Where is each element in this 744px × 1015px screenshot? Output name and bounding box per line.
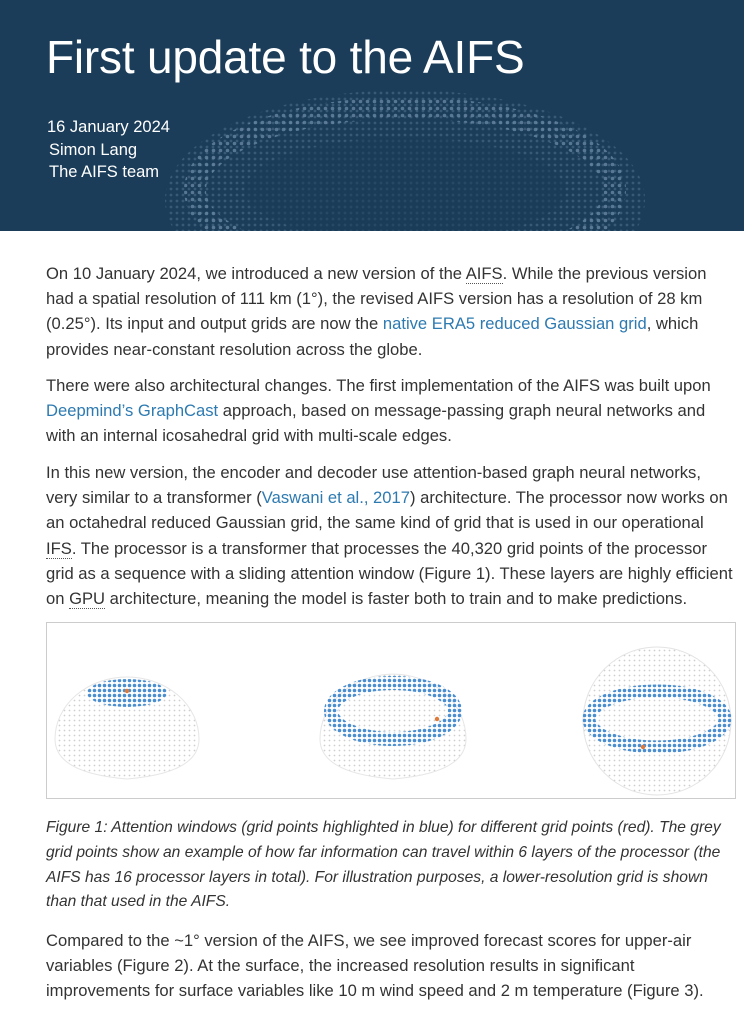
team-name: The AIFS team: [49, 163, 160, 181]
publish-date: 16 January 2024: [47, 118, 170, 136]
text: architecture, meaning the model is faster both to train and to make predictions.: [105, 589, 688, 609]
text: . The processor is a transformer that processes the 40,320 grid points of the processor grid as a sequence with a sliding attention window (Figure 1). These layers are highly efficient on: [46, 538, 733, 609]
graphcast-link[interactable]: Deepmind’s GraphCast: [46, 401, 219, 421]
paragraph-scores: Compared to the ~1° version of the AIFS, we see improved forecast scores for upper-air variables (Figure 2). At the surface, the increased resolution results in significant improvements for surface variables like 10 m wind speed and 2 m temperature (Figure 3).: [46, 931, 704, 1001]
text: , which provides near-constant resolution across the globe.: [46, 314, 699, 359]
sphere-3: [583, 647, 731, 795]
text: . While the previous version had a spatial resolution of 111 km (1°), the revised AIFS version has a resolution of 28 km (0.25°). Its input and output grids are now the: [46, 264, 707, 334]
page-title: First update to the AIFS: [46, 31, 525, 83]
gpu-abbr[interactable]: GPU: [69, 589, 106, 609]
header-banner: [0, 0, 744, 231]
hemisphere-2: [320, 674, 466, 779]
article-meta: [47, 116, 170, 184]
text: ) architecture. The processor now works on an octahedral reduced Gaussian grid, the same kind of grid that is used in our operational: [46, 488, 728, 533]
paragraph-new-version: [46, 460, 736, 611]
author-name: Simon Lang: [49, 140, 138, 159]
paragraph-intro: [46, 261, 736, 362]
aifs-abbr[interactable]: AIFS: [465, 264, 503, 283]
era5-grid-link[interactable]: native ERA5 reduced Gaussian grid: [382, 314, 647, 334]
text: On 10 January 2024, we introduced a new version of the: [46, 264, 466, 283]
figure-1: [46, 622, 736, 799]
attention-window-figure: [47, 623, 737, 800]
hemisphere-1: [55, 677, 199, 779]
ifs-abbr[interactable]: IFS: [46, 538, 72, 558]
text: There were also architectural changes. The first implementation of the AIFS was built upon: [46, 376, 711, 395]
vaswani-link[interactable]: Vaswani et al., 2017: [261, 488, 410, 508]
figure-1-caption: Figure 1: Attention windows (grid points highlighted in blue) for different grid points (red). The grey grid points show an example of how far information can travel within 6 layers of the processor (the AIFS has 16 processor layers in total). For illustration purposes, a lower-resolution grid is shown than that used in the AIFS.: [46, 819, 721, 911]
text: approach, based on message-passing graph neural networks and with an internal icosahedral grid with multi-scale edges.: [46, 401, 706, 446]
paragraph-architecture: [46, 373, 736, 449]
text: In this new version, the encoder and decoder use attention-based graph neural networks, very similar to a transformer (: [46, 463, 701, 508]
